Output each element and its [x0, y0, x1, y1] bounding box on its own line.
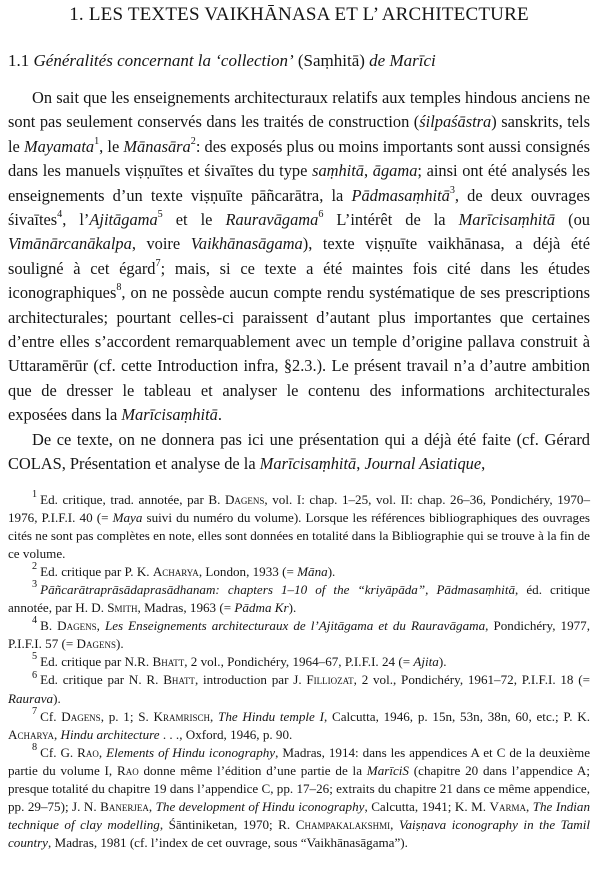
footnote-number: 1: [32, 488, 38, 500]
author-name: Rao: [77, 744, 99, 760]
text-run: , Pondichéry, 1977, P.I.F.I. 57 (=: [8, 618, 590, 652]
text-run: Marīcisaṃhitā: [121, 405, 218, 425]
chapter-title: 1. LES TEXTES VAIKHĀNASA ET L’ ARCHITECTURE: [69, 4, 529, 25]
text-run: Les Enseignements architecturaux de l’Ajitāgama et du Rauravāgama: [104, 618, 486, 634]
text-run: ,: [53, 726, 61, 742]
text-run: Marīcisaṃhitā: [259, 454, 357, 474]
footnote: [8, 705, 591, 744]
text-run: , 2 vol., Pondichéry, 1961–72, P.I.F.I. 18 (=: [353, 672, 590, 688]
text-run: , London, 1933 (=: [198, 563, 298, 579]
footnotes: [8, 488, 591, 853]
text-run: , Madras, 1963 (=: [137, 600, 235, 616]
text-run: āgama: [372, 161, 418, 181]
footnote-ref[interactable]: 4: [57, 209, 63, 221]
author-name: Dagens: [61, 708, 101, 724]
author-name: Dagens: [224, 491, 265, 507]
text-run: , 2 vol., Pondichéry, 1964–67, P.I.F.I. 24 (=: [184, 654, 414, 670]
text-run: Ed. critique par N.R.: [40, 654, 153, 670]
paragraph: [8, 428, 590, 477]
text-run: Maya: [112, 509, 143, 525]
text-run: , Śāntiniketan, 1970; R.: [159, 817, 296, 833]
text-run: Elements of Hindu iconography: [106, 744, 276, 760]
section-title-part: de Marīci: [369, 51, 436, 70]
text-run: ,: [390, 817, 399, 833]
text-run: Pādmasaṃhitā: [351, 185, 450, 205]
text-run: śilpaśāstra: [419, 112, 492, 132]
author-name: Varma: [489, 799, 526, 815]
text-run: , le: [99, 136, 124, 156]
author-name: Bhatt: [163, 672, 195, 688]
text-run: ,: [98, 744, 107, 760]
text-run: ) sanskrits, tels le: [8, 112, 590, 156]
text-run: ,: [481, 454, 486, 474]
text-run: Pādma Kr: [234, 600, 289, 616]
footnote-ref[interactable]: 6: [318, 209, 324, 221]
text-run: Ed. critique par N. R.: [40, 672, 164, 688]
text-run: Ajita: [413, 654, 439, 670]
text-run: On sait que les enseignements architecturaux relatifs aux temples hindous anciens ne sont pas seulement conservés dans les traités de construction (: [8, 88, 590, 132]
footnote: [8, 488, 590, 563]
text-run: , Calcutta, 1941; K. M.: [364, 799, 490, 815]
footnote-ref[interactable]: 3: [449, 184, 455, 196]
text-run: Hindu architecture: [60, 726, 160, 742]
footnote-number: 8: [32, 741, 38, 753]
section-number: 1.1: [8, 51, 30, 70]
paragraph: [8, 86, 590, 428]
footnote-number: 3: [32, 579, 38, 591]
text-run: De ce texte, on ne donnera pas ici une présentation qui a déjà été faite (cf. Gérard COLAS, Présentation et analyse de la: [8, 429, 590, 474]
section-heading: [8, 50, 590, 72]
text-run: , voire: [131, 234, 191, 254]
text-run: Mānasāra: [123, 136, 191, 156]
footnote: [8, 560, 590, 581]
text-run: ).: [288, 600, 297, 616]
text-run: Marīcisaṃhitā: [458, 210, 556, 230]
section-title-part: Généralités concernant la ‘collection’: [33, 51, 294, 70]
footnote-number: 5: [32, 651, 38, 663]
text-run: . . ., Oxford, 1946, p. 90.: [159, 726, 293, 742]
footnote: [8, 653, 590, 671]
text-run: Cf. G.: [40, 744, 78, 760]
author-name: Dagens: [76, 636, 117, 652]
footnote-ref[interactable]: 1: [94, 135, 100, 147]
author-name: Acharya: [8, 726, 54, 742]
footnote-number: 4: [32, 615, 38, 627]
text-run: The development of Hindu iconography: [155, 799, 365, 815]
text-run: ,: [210, 708, 219, 724]
text-run: ), texte viṣṇuīte vaikhānasa, a déjà été souligné à cet égard: [8, 234, 590, 278]
text-run: ; ainsi ont été analysés les enseignements d’un texte viṣṇuīte pāñcarātra, la: [8, 161, 591, 205]
footnote-ref[interactable]: 2: [190, 135, 196, 147]
author-name: Kramrisch: [153, 708, 211, 724]
footnote-number: 6: [32, 669, 38, 681]
text-run: , vol. I: chap. 1–25, vol. II: chap. 26–36, Pondichéry, 1970–1976, P.I.F.I. 40 (=: [8, 491, 590, 525]
text-run: Journal Asiatique: [364, 454, 482, 474]
section-title-part: (Saṃhitā): [297, 51, 365, 70]
text-run: , de deux ouvrages śivaītes: [8, 185, 591, 230]
text-run: , éd. critique annotée, par H. D.: [8, 581, 590, 616]
text-run: L’intérêt de la: [323, 210, 459, 230]
text-run: (chapitre 20 dans l’appendice A; presque totalité du chapitre 19 dans l’appendice C, pp. 17–26; extraits du chapitre 21 dans ce même appendice, pp. 29–75); J. N.: [8, 762, 590, 815]
footnote: [8, 671, 590, 707]
text-run: .: [217, 405, 222, 425]
text-run: , Madras, 1981 (cf. l’index de cet ouvrage, sous “Vaikhānasāgama”).: [48, 835, 408, 851]
text-run: ,: [525, 799, 533, 815]
text-run: , Madras, 1914: dans les appendices A et C de la deuxième partie du volume I,: [8, 744, 590, 778]
text-run: Māna: [297, 563, 328, 579]
text-run: , l’: [62, 210, 90, 230]
text-run: ).: [53, 690, 61, 706]
author-name: Smith: [107, 600, 138, 616]
text-run: Ed. critique par P. K.: [40, 563, 153, 579]
footnote: [8, 581, 590, 617]
author-name: Bhatt: [152, 654, 185, 670]
text-run: Cf.: [40, 708, 62, 724]
text-run: B.: [40, 618, 58, 634]
footnote-ref[interactable]: 8: [116, 282, 122, 294]
footnote-number: 2: [32, 560, 38, 572]
text-run: ).: [438, 654, 447, 670]
text-run: Ed. critique, trad. annotée, par B.: [40, 491, 225, 507]
text-run: donne même l’édition d’une partie de la: [138, 762, 367, 778]
text-run: Mayamata: [23, 136, 95, 156]
footnote-number: 7: [32, 705, 38, 717]
text-run: MarīciS: [366, 762, 409, 778]
text-run: et le: [162, 210, 226, 230]
text-run: ,: [96, 618, 105, 634]
text-run: The Indian technique of clay modelling: [8, 799, 591, 833]
text-run: , on ne possède aucun compte rendu systématique de ses prescriptions architecturales; pourtant celles-ci paraissent d’autant plus importantes que certaines d’entre elles s’accordent remarquablement avec un temple d’origine pallava construit à Uttaramērūr (cf. cette Introduction infra, §2.3.). Le présent travail n’a d’autre ambition que de dresser le tableau et analyser le contenu des informations architecturales exposées dans la: [8, 283, 590, 425]
text-run: Rauravāgama: [225, 210, 319, 230]
author-name: Dagens: [57, 618, 97, 634]
text-run: , introduction par J.: [194, 672, 307, 688]
text-run: Vimānārcanākalpa: [8, 234, 132, 254]
text-run: ; mais, si ce texte a été maintes fois cité dans les études iconographiques: [8, 258, 590, 303]
text-run: ).: [327, 563, 336, 579]
text-run: Vaiṣṇava iconography in the Tamil country: [8, 817, 590, 851]
text-run: ,: [148, 799, 156, 815]
author-name: Filliozat: [306, 672, 354, 688]
text-run: Raurava: [8, 690, 54, 706]
text-run: Vaikhānasāgama: [190, 234, 303, 254]
body-text: [8, 86, 590, 477]
text-run: , Calcutta, 1946, p. 15n, 53n, 38n, 60, etc.; P. K.: [323, 708, 591, 724]
text-run: Pāñcarātraprāsādaprasādhanam: chapters 1–10 of the “kriyāpāda”, Pādmasaṃhitā: [40, 581, 516, 597]
text-run: ,: [364, 161, 373, 181]
author-name: Acharya: [152, 563, 199, 579]
author-name: Rao: [116, 762, 139, 778]
author-name: Champakalakshmi: [295, 817, 391, 833]
text-run: ).: [116, 636, 124, 652]
footnote-ref[interactable]: 5: [157, 209, 163, 221]
footnote: [8, 617, 590, 653]
text-run: ,: [356, 454, 365, 474]
footnote-ref[interactable]: 7: [155, 257, 161, 269]
text-run: Ajitāgama: [89, 210, 158, 230]
text-run: , p. 1; S.: [100, 708, 154, 724]
text-run: suivi du numéro du volume). Lorsque les références bibliographiques des ouvrages cités ne sont pas complètes en note, elles sont données en totalité dans la Bibliographie qui se trouve à la fin de ce volume.: [8, 509, 590, 561]
text-run: : des exposés plus ou moins importants sont aussi consignés dans les manuels viṣṇuītes et śivaītes du type: [8, 136, 590, 181]
text-run: The Hindu temple I: [218, 708, 324, 724]
author-name: Banerjea: [100, 799, 149, 815]
text-run: (ou: [555, 210, 590, 230]
text-run: saṃhitā: [312, 161, 364, 181]
footnote: [8, 741, 591, 853]
